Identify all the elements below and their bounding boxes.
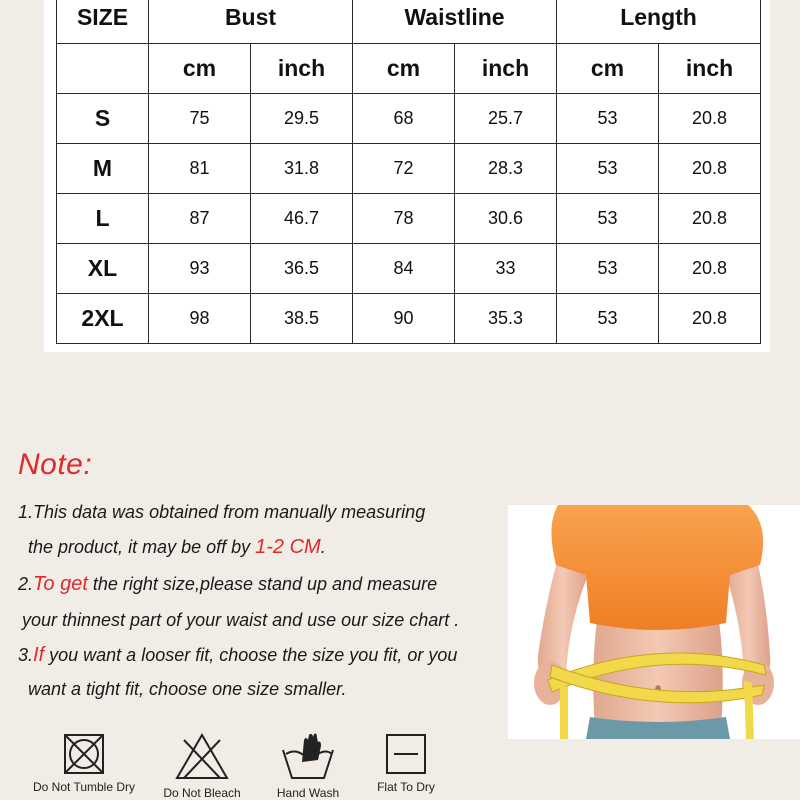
care-label: Do Not Tumble Dry bbox=[32, 780, 136, 794]
waist-measure-photo bbox=[508, 505, 800, 739]
note-title: Note: bbox=[18, 448, 93, 481]
note-2-line-2 bbox=[22, 610, 459, 631]
table-row bbox=[57, 294, 761, 344]
length-cm: 53 bbox=[557, 294, 659, 344]
size-label: M bbox=[57, 144, 149, 194]
header-bust: Bust bbox=[149, 0, 353, 44]
note-3-line-1 bbox=[18, 644, 457, 667]
note-3-text-2: want a tight fit, choose one size smaller. bbox=[28, 679, 347, 699]
waist-inch: 33 bbox=[455, 244, 557, 294]
bust-cm: 93 bbox=[149, 244, 251, 294]
subheader-bust-inch: inch bbox=[251, 44, 353, 94]
subheader-length-cm: cm bbox=[557, 44, 659, 94]
note-1-text: 1.This data was obtained from manually measuring bbox=[18, 502, 426, 522]
length-inch: 20.8 bbox=[659, 294, 761, 344]
no-bleach-icon bbox=[174, 732, 230, 782]
subheader-waist-cm: cm bbox=[353, 44, 455, 94]
size-label: 2XL bbox=[57, 294, 149, 344]
waist-cm: 78 bbox=[353, 194, 455, 244]
bust-cm: 98 bbox=[149, 294, 251, 344]
waist-cm: 90 bbox=[353, 294, 455, 344]
subheader-bust-cm: cm bbox=[149, 44, 251, 94]
note-2-text-2: your thinnest part of your waist and use our size chart . bbox=[22, 610, 460, 630]
size-label: XL bbox=[57, 244, 149, 294]
header-size: SIZE bbox=[57, 0, 149, 44]
size-chart-panel bbox=[44, 0, 770, 352]
table-subheader-row bbox=[57, 44, 761, 94]
subheader-waist-inch: inch bbox=[455, 44, 557, 94]
bust-cm: 87 bbox=[149, 194, 251, 244]
note-3-number: 3. bbox=[18, 645, 34, 665]
no-tumble-dry-icon bbox=[62, 732, 106, 776]
table-row bbox=[57, 194, 761, 244]
length-cm: 53 bbox=[557, 144, 659, 194]
bust-inch: 29.5 bbox=[251, 94, 353, 144]
size-label: L bbox=[57, 194, 149, 244]
note-2-line-1 bbox=[18, 573, 437, 596]
waist-inch: 35.3 bbox=[455, 294, 557, 344]
waist-cm: 84 bbox=[353, 244, 455, 294]
care-label: Hand Wash bbox=[276, 786, 340, 800]
care-no-bleach bbox=[142, 732, 262, 800]
size-chart-table bbox=[56, 0, 761, 344]
note-3-highlight: If bbox=[33, 644, 45, 666]
note-1-line-1 bbox=[18, 502, 425, 523]
note-3-line-2 bbox=[28, 679, 347, 700]
length-inch: 20.8 bbox=[659, 244, 761, 294]
waist-cm: 72 bbox=[353, 144, 455, 194]
bust-inch: 38.5 bbox=[251, 294, 353, 344]
waist-inch: 30.6 bbox=[455, 194, 557, 244]
flat-dry-icon bbox=[384, 732, 428, 776]
subheader-length-inch: inch bbox=[659, 44, 761, 94]
subheader-empty bbox=[57, 44, 149, 94]
care-flat-dry bbox=[346, 732, 466, 794]
note-1-highlight: 1-2 CM bbox=[255, 536, 321, 558]
note-2-number: 2. bbox=[18, 574, 34, 594]
waist-cm: 68 bbox=[353, 94, 455, 144]
note-1-text-2: the product, it may be off by bbox=[28, 537, 256, 557]
length-inch: 20.8 bbox=[659, 144, 761, 194]
bust-cm: 75 bbox=[149, 94, 251, 144]
care-no-tumble-dry bbox=[24, 732, 144, 794]
length-inch: 20.8 bbox=[659, 194, 761, 244]
note-1-period: . bbox=[320, 537, 326, 557]
bust-inch: 46.7 bbox=[251, 194, 353, 244]
hand-wash-icon bbox=[280, 732, 336, 782]
table-row bbox=[57, 144, 761, 194]
bust-inch: 36.5 bbox=[251, 244, 353, 294]
header-waistline: Waistline bbox=[353, 0, 557, 44]
table-row bbox=[57, 94, 761, 144]
note-2-highlight: To get bbox=[33, 573, 88, 595]
length-cm: 53 bbox=[557, 244, 659, 294]
care-label: Do Not Bleach bbox=[163, 786, 241, 800]
length-cm: 53 bbox=[557, 94, 659, 144]
header-length: Length bbox=[557, 0, 761, 44]
note-2-text: the right size,please stand up and measure bbox=[87, 574, 438, 594]
size-label: S bbox=[57, 94, 149, 144]
length-cm: 53 bbox=[557, 194, 659, 244]
bust-inch: 31.8 bbox=[251, 144, 353, 194]
note-1-line-2 bbox=[28, 536, 326, 559]
care-label: Flat To Dry bbox=[377, 780, 435, 794]
table-row bbox=[57, 244, 761, 294]
bust-cm: 81 bbox=[149, 144, 251, 194]
waist-inch: 25.7 bbox=[455, 94, 557, 144]
note-3-text: you want a looser fit, choose the size you fit, or you bbox=[44, 645, 458, 665]
waist-inch: 28.3 bbox=[455, 144, 557, 194]
waist-measure-illustration bbox=[508, 505, 800, 739]
table-header-row bbox=[57, 0, 761, 44]
length-inch: 20.8 bbox=[659, 94, 761, 144]
